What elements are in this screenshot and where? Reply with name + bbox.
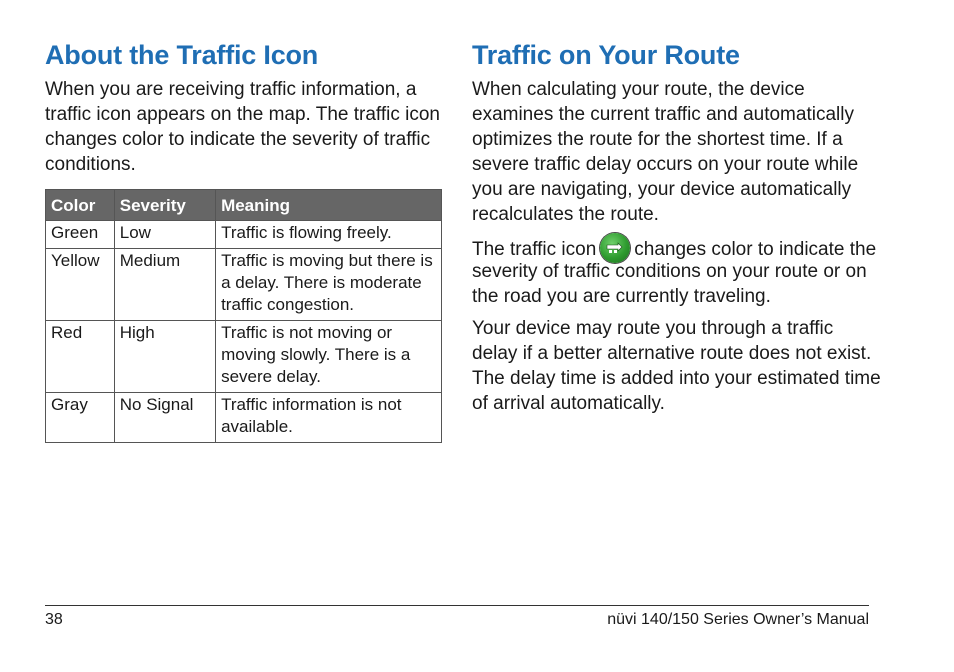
- route-para1-line: recalculates the route.: [472, 204, 659, 225]
- heading-traffic-on-route: Traffic on Your Route: [472, 40, 740, 70]
- para2-before-icon: The traffic icon: [472, 239, 597, 260]
- meaning-line: available.: [221, 417, 293, 436]
- table-header-row: [46, 190, 442, 221]
- header-meaning: Meaning: [216, 190, 442, 221]
- header-severity: Severity: [114, 190, 215, 221]
- table-row: [46, 393, 442, 443]
- route-para2-line: severity of traffic conditions on your route or on: [472, 261, 867, 282]
- traffic-color-table: [45, 189, 442, 443]
- route-para1-line: severe traffic delay occurs on your route while: [472, 154, 859, 175]
- cell-meaning: [216, 249, 442, 321]
- page-number: 38: [45, 611, 63, 628]
- table-row: [46, 321, 442, 393]
- meaning-line: moving slowly. There is a: [221, 345, 411, 364]
- meaning-line: Traffic is not moving or: [221, 323, 393, 342]
- route-para3-line: The delay time is added into your estimated time: [472, 368, 881, 389]
- intro-line-3: changes color to indicate the severity of traffic: [45, 129, 431, 150]
- intro-line-1: When you are receiving traffic information, a: [45, 79, 417, 100]
- header-color: Color: [46, 190, 115, 221]
- route-para1-line: examines the current traffic and automatically: [472, 104, 854, 125]
- route-para1-line: When calculating your route, the device: [472, 79, 805, 100]
- intro-line-2: traffic icon appears on the map. The traffic icon: [45, 104, 441, 125]
- cell-color: Red: [46, 321, 115, 393]
- cell-severity: Low: [114, 221, 215, 249]
- intro-line-4: conditions.: [45, 154, 136, 175]
- cell-color: Gray: [46, 393, 115, 443]
- cell-color: Yellow: [46, 249, 115, 321]
- cell-severity: No Signal: [114, 393, 215, 443]
- route-para3-line: of arrival automatically.: [472, 393, 665, 414]
- cell-color: Green: [46, 221, 115, 249]
- para2-after-icon: changes color to indicate the: [634, 239, 877, 260]
- meaning-line: Traffic is flowing freely.: [221, 223, 392, 242]
- meaning-line: a delay. There is moderate: [221, 273, 422, 292]
- cell-meaning: [216, 221, 442, 249]
- cell-meaning: [216, 321, 442, 393]
- table-row: [46, 249, 442, 321]
- meaning-line: Traffic is moving but there is: [221, 251, 433, 270]
- cell-severity: Medium: [114, 249, 215, 321]
- cell-meaning: [216, 393, 442, 443]
- footer-divider: [45, 605, 869, 606]
- manual-title: nüvi 140/150 Series Owner’s Manual: [607, 611, 869, 628]
- table-row: [46, 221, 442, 249]
- cell-severity: High: [114, 321, 215, 393]
- route-para3-line: delay if a better alternative route does not exist.: [472, 343, 872, 364]
- route-para1-line: optimizes the route for the shortest time. If a: [472, 129, 843, 150]
- meaning-line: Traffic information is not: [221, 395, 402, 414]
- heading-about-traffic-icon: About the Traffic Icon: [45, 40, 319, 70]
- meaning-line: traffic congestion.: [221, 295, 354, 314]
- meaning-line: severe delay.: [221, 367, 321, 386]
- route-para3-line: Your device may route you through a traffic: [472, 318, 834, 339]
- route-para1-line: you are navigating, your device automatically: [472, 179, 852, 200]
- route-para2-line: the road you are currently traveling.: [472, 286, 771, 307]
